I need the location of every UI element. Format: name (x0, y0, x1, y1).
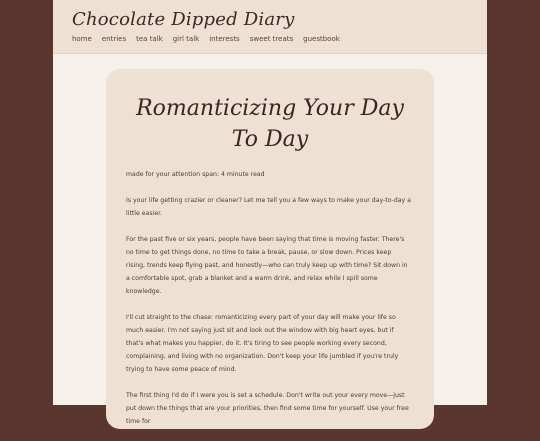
site-title[interactable]: Chocolate Dipped Diary (72, 9, 295, 30)
nav-entries[interactable]: entries (101, 35, 127, 43)
post-title: Romanticizing Your Day To Day (136, 96, 404, 152)
post-paragraph: I'll cut straight to the chase: romanticizing every part of your day will make your life so much easier. I'm not saying just sit and look out the window with big heart eyes, but if that's what makes you happier, do it. It's tiring to see people working every second, complaining, and living with no organization. Don't keep your life jumbled if you're truly trying to have some peace of mind. (126, 314, 399, 373)
main-nav (72, 35, 340, 43)
nav-girl-talk[interactable]: girl talk (172, 35, 200, 43)
page (53, 0, 487, 425)
nav-guestbook[interactable]: guestbook (303, 35, 340, 43)
post-paragraph: Is your life getting crazier or cleaner? Let me tell you a few ways to make your day-to-day a little easier. (126, 197, 411, 217)
nav-tea-talk[interactable]: tea talk (136, 35, 163, 43)
post-body (126, 168, 412, 441)
post-card (106, 69, 434, 429)
nav-home[interactable]: home (72, 35, 92, 43)
site-header (53, 0, 487, 54)
post-paragraph: For the past five or six years, people have been saying that time is moving faster. There's no time to get things done, no time to take a break, pause, or slow down. Prices keep rising, trends keep flying past, and honestly—who can truly keep up with time? Sit down in a comfortable spot, grab a blanket and a warm drink, and relax while I spill some knowledge. (126, 236, 408, 295)
reading-time: made for your attention span: 4 minute read (126, 171, 265, 178)
nav-interests[interactable]: interests (209, 35, 240, 43)
post-paragraph: The first thing I'd do if I were you is set a schedule. Don't write out your every move—just put down the things that are your priorities, then find some time for yourself. Use your free time for (126, 392, 409, 425)
nav-sweet-treats[interactable]: sweet treats (249, 35, 294, 43)
